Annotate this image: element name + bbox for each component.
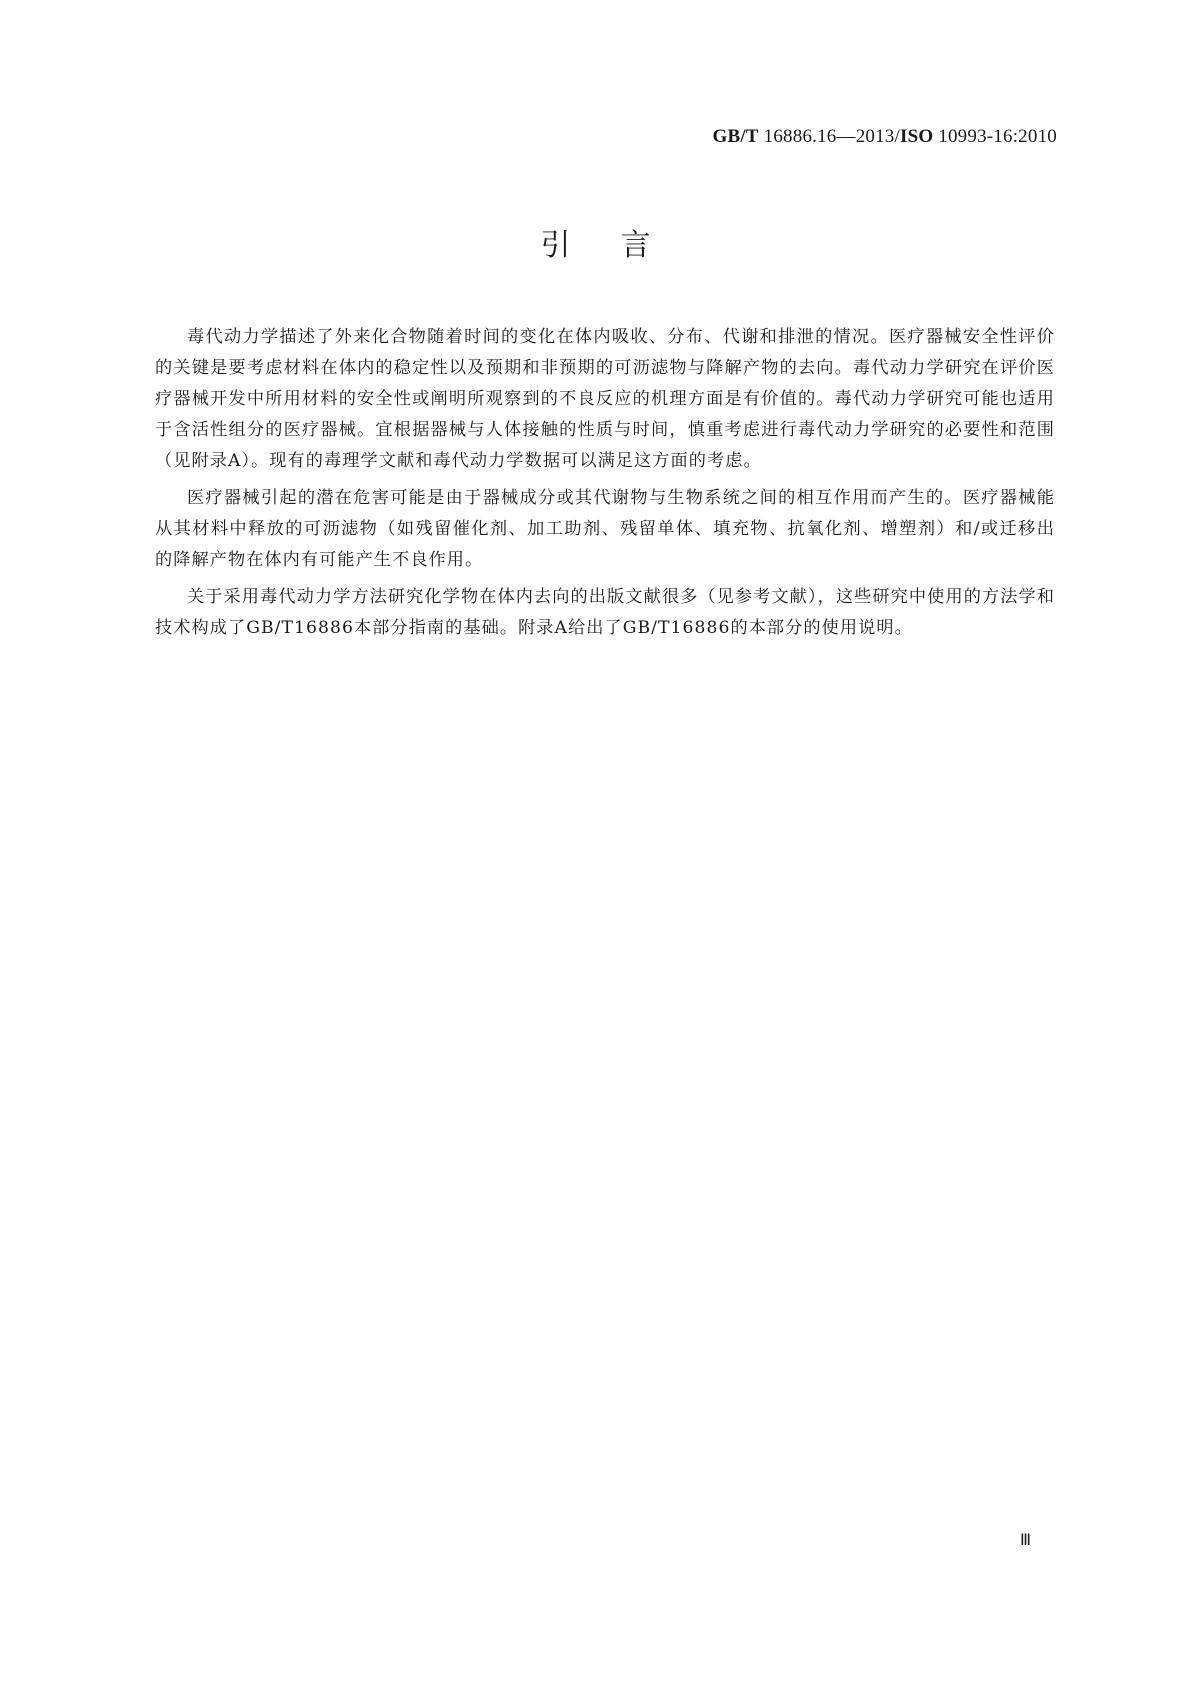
iso-prefix: ISO	[899, 126, 934, 147]
standard-number-header	[712, 126, 1057, 148]
introduction-body	[155, 322, 1055, 650]
gbt-number: 16886.16—2013/	[763, 126, 900, 147]
paragraph: 医疗器械引起的潜在危害可能是由于器械成分或其代谢物与生物系统之间的相互作用而产生的。医疗器械能从其材料中释放的可沥滤物（如残留催化剂、加工助剂、残留单体、填充物、抗氧化剂、增塑剂）和/或迁移出的降解产物在体内有可能产生不良作用。	[155, 488, 1055, 570]
paragraph: 关于采用毒代动力学方法研究化学物在体内去向的出版文献很多（见参考文献），这些研究中使用的方法学和技术构成了GB/T16886本部分指南的基础。附录A给出了GB/T16886的本部分的使用说明。	[155, 587, 1055, 638]
iso-number: 10993-16:2010	[938, 126, 1057, 147]
page-number: Ⅲ	[1019, 1532, 1031, 1549]
section-title: 引言	[540, 228, 701, 263]
gbt-prefix: GB/T	[712, 126, 759, 147]
paragraph: 毒代动力学描述了外来化合物随着时间的变化在体内吸收、分布、代谢和排泄的情况。医疗器械安全性评价的关键是要考虑材料在体内的稳定性以及预期和非预期的可沥滤物与降解产物的去向。毒代动力学研究在评价医疗器械开发中所用材料的安全性或阐明所观察到的不良反应的机理方面是有价值的。毒代动力学研究可能也适用于含活性组分的医疗器械。宜根据器械与人体接触的性质与时间，慎重考虑进行毒代动力学研究的必要性和范围（见附录A）。现有的毒理学文献和毒代动力学数据可以满足这方面的考虑。	[155, 327, 1055, 471]
